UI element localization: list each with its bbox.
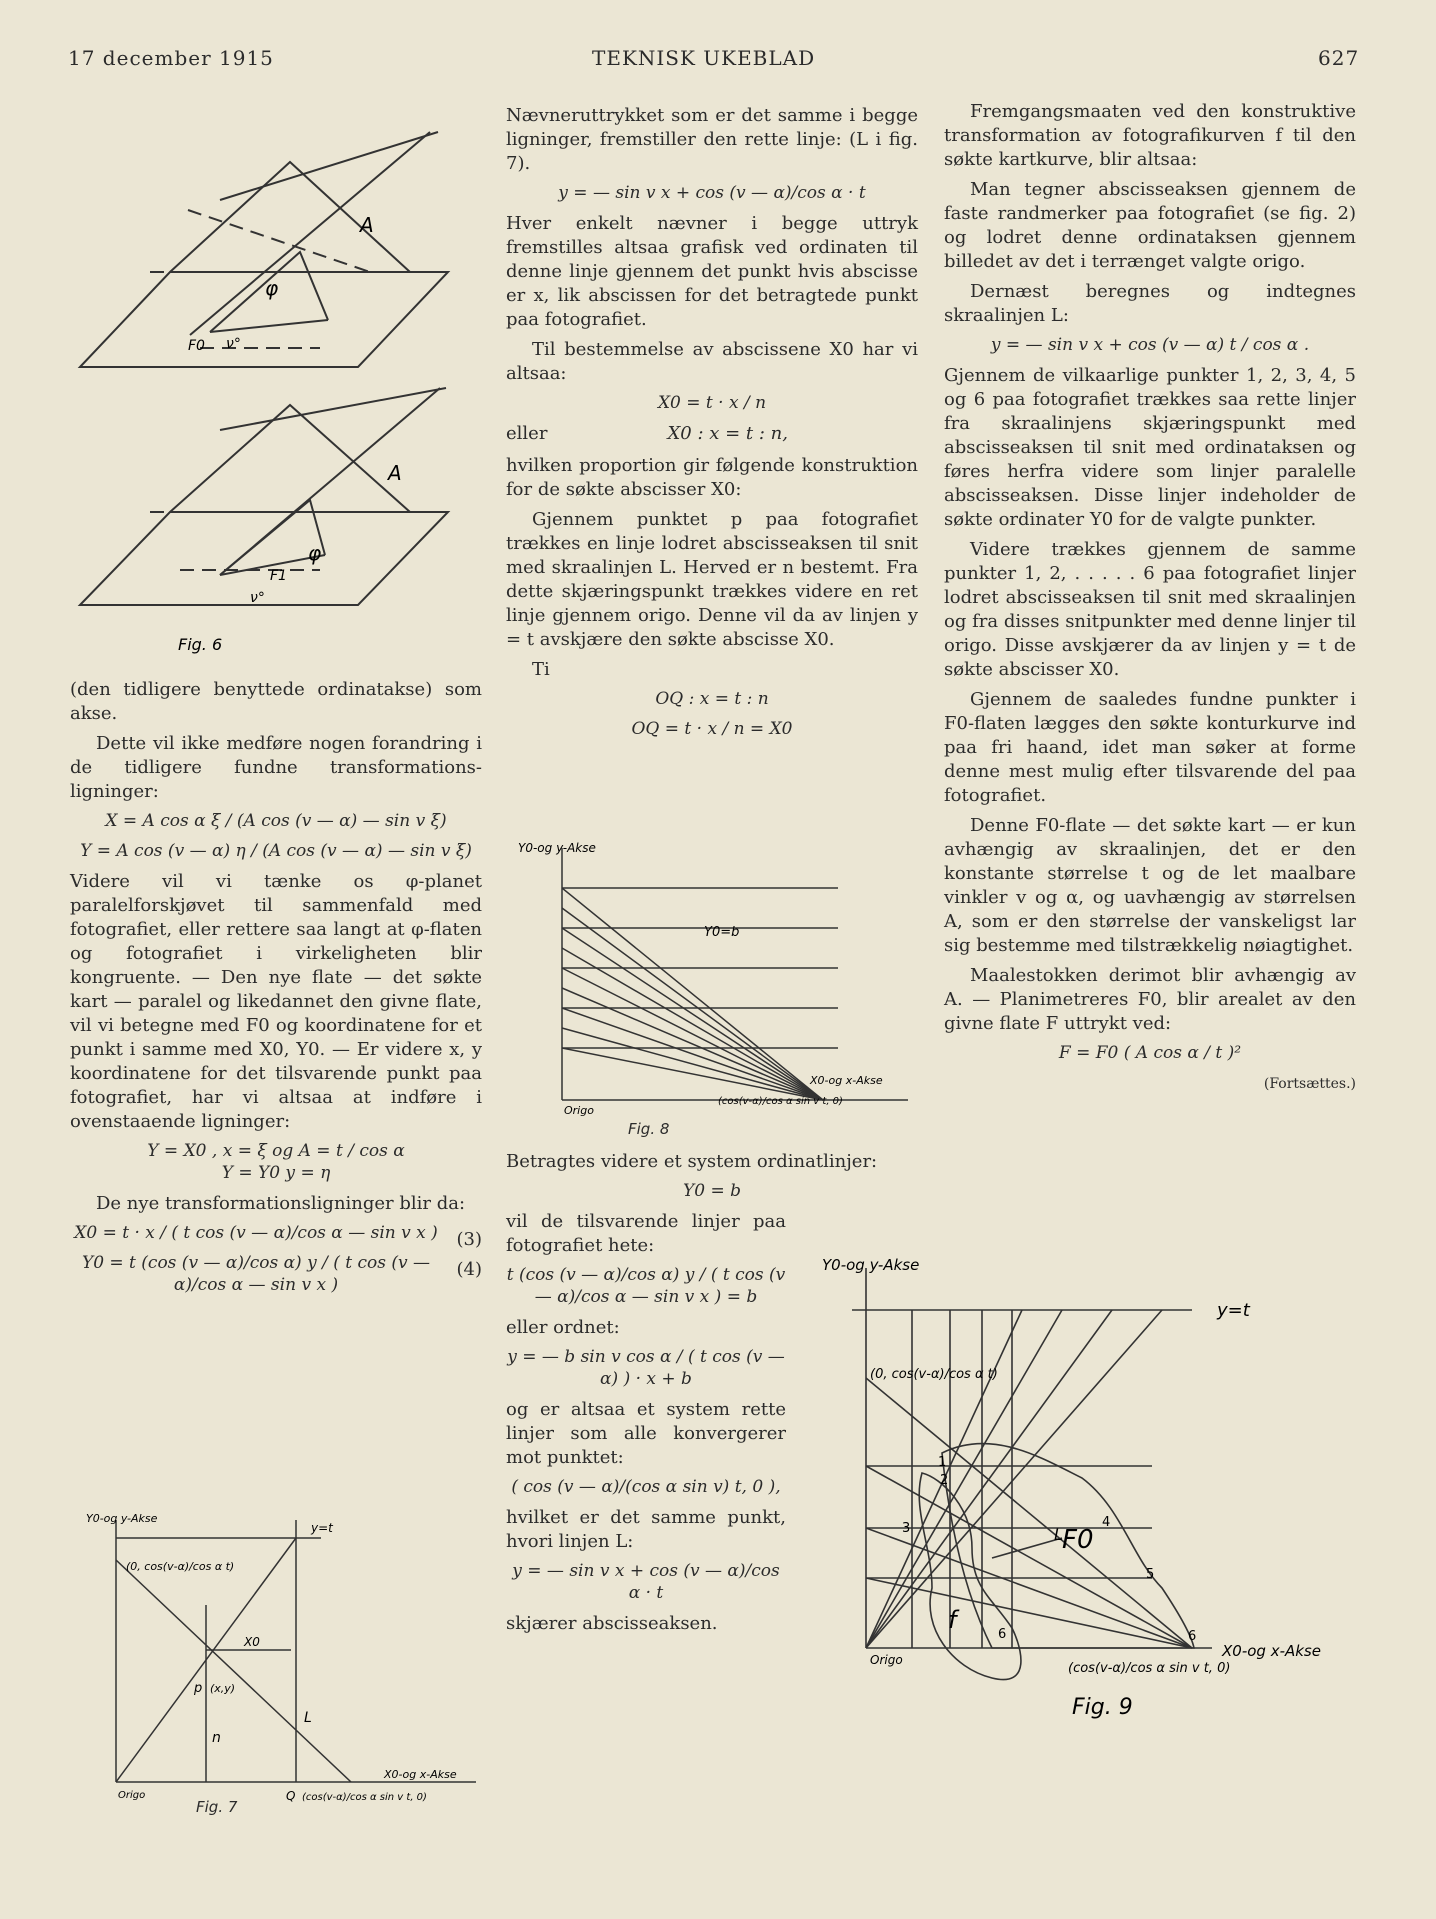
fig6-label-nu-top: ν°	[226, 336, 241, 352]
fig7-l-label: L	[304, 1710, 312, 1726]
figure-6	[70, 120, 490, 660]
figure-8	[508, 838, 918, 1138]
col2-paragraph-2: Hver enkelt nævner i begge uttryk fremstilles altsaa grafisk ved ordinaten til denne linje gjennem det punkt hvis abscisse er x, lik abscissen for det betragtede punkt paa fotografiet.	[506, 213, 918, 330]
col1-equation-3-row	[70, 1222, 482, 1250]
fig8-y-axis-label: Y0-og y-Akse	[518, 841, 596, 855]
col1-equation-substitution: Y = X0 , x = ξ og A = t / cos α Y = Y0 y = η	[147, 1141, 405, 1183]
fig9-point-5: 5	[1146, 1567, 1155, 1582]
col1-paragraph-2: Dette vil ikke medføre nogen forandring i de tidligere fundne transformations-ligninger:	[70, 733, 482, 802]
col2-paragraph-6: Betragtes videre et system ordinatlinjer:	[506, 1151, 878, 1172]
fig8-origo-label: Origo	[564, 1104, 594, 1117]
col2-eller: eller	[506, 423, 548, 444]
fig6-label-f0: F0	[188, 338, 205, 354]
col2-paragraph-5: Gjennem punktet p paa fotografiet trækkes en linje lodret abscisseaksen til snit med skraalinjen L. Herved er n bestemt. Fra dette skjæringspunkt trækkes videre en ret linje gjennem origo. Denne vil da av linjen y = t avskjære den søkte abscisse X0.	[506, 509, 918, 650]
fig9-point-1: 1	[938, 1455, 947, 1470]
fig9-f-label: f	[948, 1606, 957, 1634]
header-page-number: 627	[1318, 46, 1360, 70]
fig7-caption: Fig. 7	[196, 1798, 238, 1816]
col3-paragraph-3: Dernæst beregnes og indtegnes skraalinjen L:	[944, 281, 1356, 326]
col3-paragraph-4: Gjennem de vilkaarlige punkter 1, 2, 3, 4, 5 og 6 paa fotografiet trækkes saa rette linjer fra skraalinjens skjæringspunkt med abscisseaksen til snit med ordinataksen og føres herfra videre som linjer paralelle abscisseaksen. Disse linjer indeholder de søkte ordinater Y0 for de valgte punkter.	[944, 365, 1356, 530]
col3-equation-l: y = — sin v x + cos (v — α) t / cos α .	[990, 335, 1310, 355]
col1-equation-3-number: (3)	[456, 1229, 482, 1250]
fig9-origo-label: Origo	[870, 1653, 903, 1667]
fig9-y-axis-label: Y0-og y-Akse	[822, 1256, 920, 1274]
col2-equation-lines: t (cos (v — α)/cos α) y / ( t cos (v — α)/cos α — sin v x ) = b	[506, 1265, 786, 1307]
col2-paragraph-3: Til bestemmelse av abscissene X0 har vi altsaa:	[506, 339, 918, 384]
fig7-x0-label: X0	[244, 1635, 260, 1649]
fig8-x-axis-label: X0-og x-Akse	[810, 1074, 883, 1087]
col2-paragraph-8: eller ordnet:	[506, 1317, 620, 1338]
col2-paragraph-4: hvilken proportion gir følgende konstruktion for de søkte abscisser X0:	[506, 455, 918, 500]
fig6-label-phi-bottom: φ	[308, 541, 322, 565]
col2-equation-x0: X0 = t · x / n	[657, 393, 767, 413]
header-journal: TEKNISK UKEBLAD	[592, 46, 816, 70]
col3-paragraph-1: Fremgangsmaaten ved den konstruktive transformation av fotografikurven f til den søkte kartkurve, blir altsaa:	[944, 101, 1356, 170]
col2-paragraph-10: hvilket er det samme punkt, hvori linjen L:	[506, 1507, 786, 1552]
col2-equation-oq1: OQ : x = t : n	[655, 689, 769, 709]
col3-paragraph-6: Gjennem de saaledes fundne punkter i F0-flaten lægges den søkte konturkurve ind paa fri haand, idet man søker at forme denne mest mulig efter tilsvarende del paa fotografiet.	[944, 689, 1356, 806]
col3-equation-f: F = F0 ( A cos α / t )²	[1058, 1043, 1242, 1063]
figure-7	[86, 1510, 486, 1810]
fig6-caption: Fig. 6	[178, 635, 223, 654]
fig9-f0-label: F0	[1062, 1525, 1094, 1555]
col2-equation-point: ( cos (v — α)/(cos α sin v) t, 0 ),	[511, 1477, 781, 1497]
col2-paragraph-7: vil de tilsvarende linjer paa fotografiet hete:	[506, 1211, 786, 1256]
fig9-l-label: L	[1054, 1525, 1063, 1544]
col2-ti: Ti	[532, 659, 550, 680]
fig7-pxy-label: (x,y)	[210, 1682, 236, 1695]
col2-equation-l: y = — sin v x + cos (v — α)/cos α · t	[558, 183, 866, 203]
col1-paragraph-3: Videre vil vi tænke os φ-planet paralelforskjøvet til sammenfald med fotografiet, eller rettere saa langt at φ-flaten og fotografiet i virkeligheten blir kongruente. — Den nye flate — det søkte kart — paralel og likedannet den givne flate, vil vi betegne med F0 og koordinatene for et punkt i samme med X0, Y0. — Er videre x, y koordinatene for det tilsvarende punkt paa fotografiet, har vi altsaa at indføre i ovenstaaende ligninger:	[70, 871, 482, 1132]
fig7-p-label: p	[194, 1681, 203, 1696]
col2-paragraph-11: skjærer abscisseaksen.	[506, 1613, 718, 1634]
col1-equation-x: X = A cos α ξ / (A cos (v — α) — sin v ξ)	[105, 811, 447, 831]
fig6-label-f1: F1	[270, 568, 287, 584]
column-3	[944, 100, 1356, 1096]
fig9-point-4: 4	[1102, 1515, 1111, 1530]
fig7-n-label: n	[212, 1730, 221, 1746]
col1-paragraph-1: (den tidligere benyttede ordinatakse) som akse.	[70, 679, 482, 724]
fig9-point-label: (0, cos(v-α)/cos α t)	[870, 1367, 998, 1382]
col2-paragraph-1: Nævneruttrykket som er det samme i begge ligninger, fremstiller den rette linje: (L i fig. 7).	[506, 105, 918, 174]
fig7-y-axis-label: Y0-og y-Akse	[86, 1512, 158, 1525]
col2-paragraph-9: og er altsaa et system rette linjer som alle konvergerer mot punktet:	[506, 1399, 786, 1468]
col2-equation-proportion: X0 : x = t : n,	[667, 423, 788, 444]
col1-equation-4-row	[70, 1252, 482, 1296]
col2-eller-row	[506, 422, 918, 446]
col1-equation-3: X0 = t · x / ( t cos (v — α)/cos α — sin v x )	[74, 1223, 438, 1243]
col1-equation-4-number: (4)	[456, 1259, 482, 1280]
column-1	[70, 678, 482, 1304]
col2-equation-y0b: Y0 = b	[683, 1181, 741, 1201]
fig8-y0b-label: Y0=b	[704, 925, 740, 940]
fig9-point-3: 3	[902, 1521, 911, 1536]
column-2-upper	[506, 104, 918, 748]
col3-paragraph-8: Maalestokken derimot blir avhængig av A. — Planimetreres F0, blir arealet av den givne flate F uttrykt ved:	[944, 965, 1356, 1034]
fig6-label-nu-bottom: ν°	[250, 590, 265, 606]
figure-9	[822, 1248, 1422, 1728]
col1-equation-y: Y = A cos (v — α) η / (A cos (v — α) — sin v ξ)	[80, 841, 472, 861]
col1-equation-4: Y0 = t (cos (v — α)/cos α) y / ( t cos (v — α)/cos α — sin v x )	[81, 1253, 431, 1295]
col2-equation-oq2: OQ = t · x / n = X0	[631, 719, 793, 739]
fig9-point-6b: 6	[998, 1627, 1007, 1642]
fig9-point-6a: 6	[1188, 1629, 1197, 1644]
fig7-point-label: (0, cos(v-α)/cos α t)	[126, 1560, 235, 1573]
fig7-q-label: Q	[286, 1789, 296, 1803]
col2-equation-l2: y = — sin v x + cos (v — α)/cos α · t	[512, 1561, 780, 1603]
header-date: 17 december 1915	[68, 46, 274, 70]
fig7-x-axis-label: X0-og x-Akse	[384, 1768, 457, 1781]
fig9-point-2: 2	[940, 1473, 949, 1488]
fig9-x-axis-label: X0-og x-Akse	[1222, 1642, 1321, 1660]
fig8-q-point-label: (cos(v-α)/cos α sin v t, 0)	[718, 1096, 843, 1107]
col3-paragraph-7: Denne F0-flate — det søkte kart — er kun avhængig av skraalinjen, det er den konstante størrelse t og de let maalbare vinkler v og α, og uavhængig av størrelsen A, som er den størrelse der vanskeligst lar sig bestemme med tilstrækkelig nøiagtighet.	[944, 815, 1356, 956]
fig9-caption: Fig. 9	[1072, 1695, 1133, 1720]
col1-paragraph-4: De nye transformationsligninger blir da:	[96, 1193, 466, 1214]
col3-paragraph-5: Videre trækkes gjennem de samme punkter 1, 2, . . . . . 6 paa fotografiet linjer lodret abscisseaksen til snit med skraalinjen og fra disses snitpunkter med denne linjer til origo. Disse avskjærer da av linjen y = t de søkte abscisser X0.	[944, 539, 1356, 680]
fig6-label-a-bottom: A	[388, 461, 402, 485]
fig9-yt-label: y=t	[1217, 1300, 1250, 1321]
col2-equation-ordered: y = — b sin v cos α / ( t cos (v — α) ) · x + b	[507, 1347, 785, 1389]
fig9-q-point-label: (cos(v-α)/cos α sin v t, 0)	[1068, 1661, 1231, 1676]
fig6-label-a-top: A	[360, 213, 374, 237]
fig7-origo-label: Origo	[118, 1790, 146, 1801]
fig7-yt-label: y=t	[311, 1521, 333, 1535]
fig6-label-phi-top: φ	[265, 276, 279, 300]
col3-paragraph-2: Man tegner abscisseaksen gjennem de faste randmerker paa fotografiet (se fig. 2) og lodret denne ordinataksen gjennem billedet av det i terrænget valgte origo.	[944, 179, 1356, 272]
fig8-caption: Fig. 8	[628, 1120, 670, 1138]
fig7-q-point-label: (cos(v-α)/cos α sin v t, 0)	[302, 1792, 427, 1803]
col3-continued: (Fortsættes.)	[1263, 1076, 1356, 1092]
